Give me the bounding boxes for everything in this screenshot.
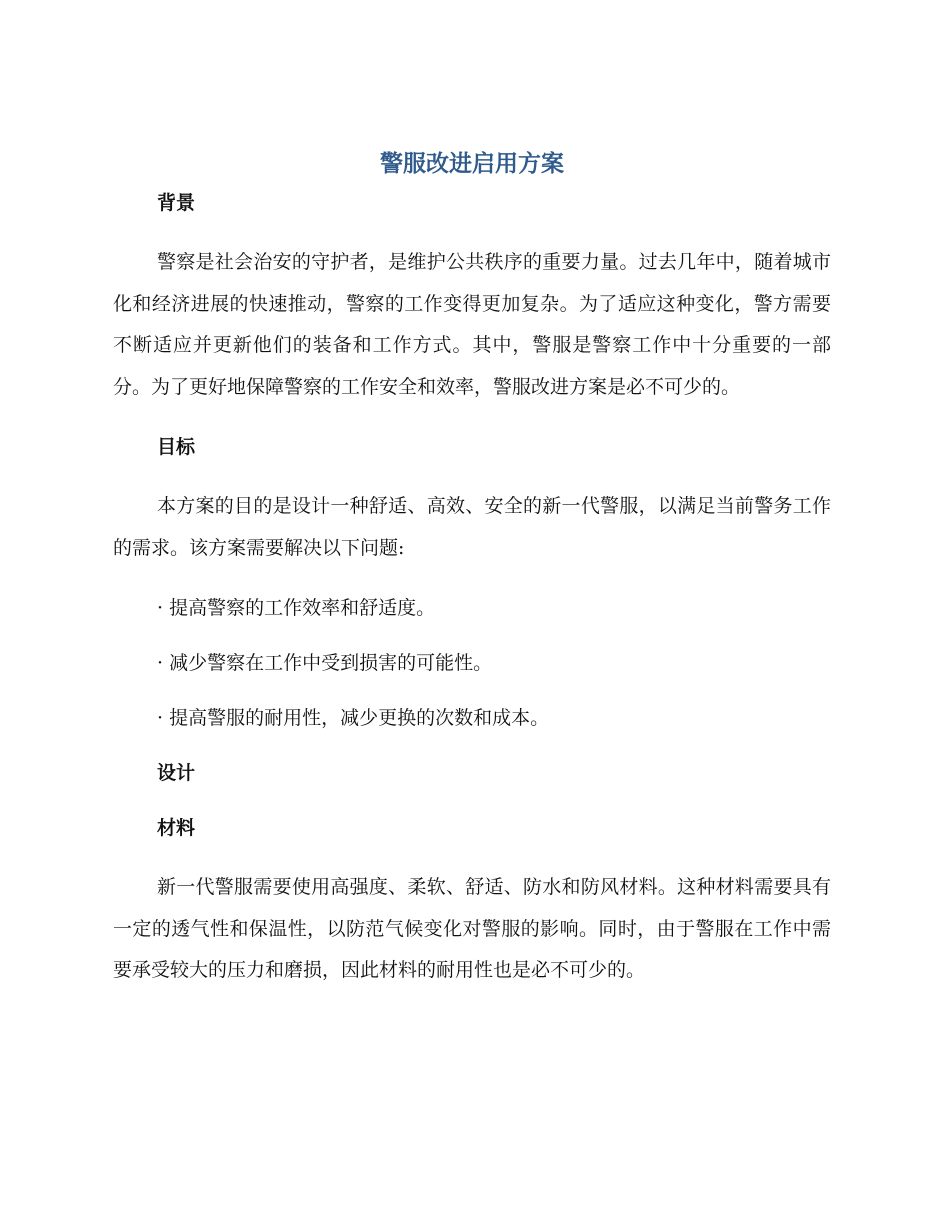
goal-bullet-item: · 提高警服的耐用性，减少更换的次数和成本。 [157, 707, 550, 729]
section-heading-design: 设计 [157, 762, 196, 784]
goal-bullet-item: · 提高警察的工作效率和舒适度。 [157, 597, 436, 619]
section-heading-background: 背景 [157, 192, 196, 214]
document-title: 警服改进启用方案 [380, 151, 564, 177]
goal-bullet-item: · 减少警察在工作中受到损害的可能性。 [157, 652, 493, 674]
goal-paragraph: 本方案的目的是设计一种舒适、高效、安全的新一代警服，以满足当前警务工作的需求。该方案需要解决以下问题: [113, 495, 831, 559]
section-heading-material: 材料 [157, 817, 196, 839]
material-paragraph: 新一代警服需要使用高强度、柔软、舒适、防水和防风材料。这种材料需要具有一定的透气性和保温性，以防范气候变化对警服的影响。同时，由于警服在工作中需要承受较大的压力和磨损，因此材料的耐用性也是必不可少的。 [113, 876, 831, 981]
document-body [113, 146, 831, 992]
background-paragraph: 警察是社会治安的守护者，是维护公共秩序的重要力量。过去几年中，随着城市化和经济进展的快速推动，警察的工作变得更加复杂。为了适应这种变化，警方需要不断适应并更新他们的装备和工作方式。其中，警服是警察工作中十分重要的一部分。为了更好地保障警察的工作安全和效率，警服改进方案是必不可少的。 [113, 251, 831, 398]
section-heading-goal: 目标 [157, 436, 196, 458]
